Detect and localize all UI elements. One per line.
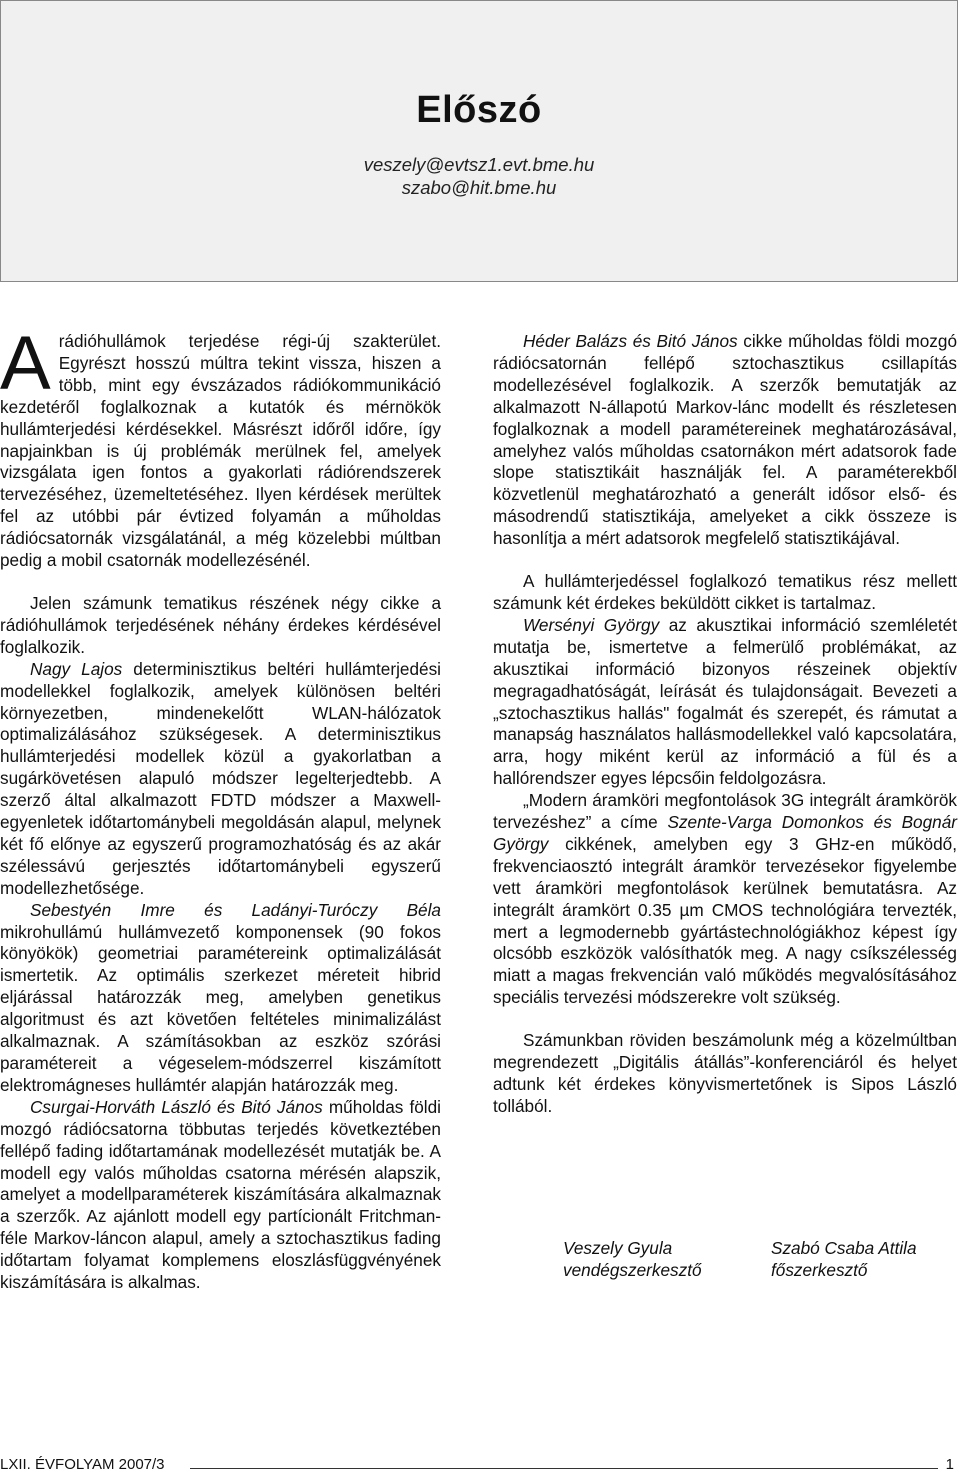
paragraph-text: determinisztikus beltéri hullámterjedési modellekkel foglalkozik, amelyek különösen beltéri környezetben, mindenekelőtt WLAN-hálózatok optimalizálásához szükségesek. A determinisztikus hullámterjedési modellek közül a gyakorlatban a sugárkövetésen alapuló módszer legelterjedtebb. A szerző által alkalmazott FDTD módszer a Maxwell-egyenletek időtartománybeli megoldásán alapul, melynek két fő előnye az egyszerű programozhatóság és az akár szélessávú gerjesztés időtartománybeli egyszerű modellezhetősége.	[0, 658, 441, 898]
author-name: Héder Balázs és Bitó János	[523, 331, 738, 351]
paragraph-text: cikkének, amelyben egy 3 GHz-en működő, frekvenciaosztó integrált áramkör tervezésekor figyelembe vett áramköri megfontolások kerülnek bemutatásra. Az integrált áramkört 0.35 µm CMOS technológiára tervezték, mert a legmodernebb gyártástechnológiákhoz képest így olcsóbb eszközök valósíthatók meg. A nagy csíkszélesség miatt a magas frekvencián való működés megvalósításához speciális tervezési módszerekre volt szükség.	[493, 833, 957, 1008]
sebestyen-paragraph	[0, 900, 441, 1097]
signature-name: Veszely Gyula	[563, 1238, 673, 1258]
heder-paragraph	[493, 331, 957, 550]
page-number: 1	[945, 1456, 954, 1473]
right-column	[493, 331, 957, 1118]
intro-paragraph	[0, 321, 441, 572]
news-paragraph: Számunkban röviden beszámolunk még a közelmúltban megrendezett „Digitális átállás”-konferenciáról és helyet adtunk két érdekes könyvismertetőnek is Sipos László tollából.	[493, 1030, 957, 1116]
drop-cap: A	[0, 321, 51, 406]
wersenyi-paragraph	[493, 615, 957, 790]
signature-guest-editor	[563, 1237, 702, 1281]
csurgai-paragraph	[0, 1097, 441, 1294]
author-name: Szente-Varga Domonkos és Bognár György	[493, 812, 957, 854]
signature-role: vendégszerkesztő	[563, 1260, 702, 1280]
page-title: Előszó	[416, 89, 542, 131]
signature-role: főszerkesztő	[771, 1260, 868, 1280]
signature-chief-editor	[771, 1237, 917, 1281]
author-name: Nagy Lajos	[30, 658, 123, 679]
email-veszely[interactable]: veszely@evtsz1.evt.bme.hu	[363, 154, 595, 175]
author-name: Wersényi György	[523, 614, 660, 635]
paragraph-text: mikrohullámú hullámvezető komponensek (90 fokos könyökök) geometriai paramétereink optimalizálását ismertetik. Az optimális szerkezet méreteit hibrid eljárással határozzák meg, amelyben genetikus algoritmust és azt követően feltételes minimalizálást alkalmaznak. A számításokban az eszköz szórási paramétereit a végeselem-módszerrel kiszámított elektromágneses hullámtér alapján határozzák meg.	[0, 921, 441, 1095]
nagy-paragraph	[0, 659, 441, 900]
paragraph-text: műholdas földi mozgó rádiócsatorna többutas terjedés következtében fellépő fading időtartamának modellezését mutatják be. A modell egy valós műholdas csatorna mérésén alapszik, amelyet a modellparaméterek kiszámítására alkalmaznak a szerzők. Az ajánlott modell egy partícionált Fritchman-féle Markov-láncon alapul, amely a sztochasztikus fading időtartam folyamat komplemens eloszlásfüggvényének kiszámítására is alkalmas.	[0, 1096, 442, 1293]
page-footer	[0, 1456, 960, 1476]
signature-name: Szabó Csaba Attila	[771, 1238, 917, 1258]
author-name: Sebestyén Imre és Ladányi-Turóczy Béla	[30, 899, 441, 920]
author-name: Csurgai-Horváth László és Bitó János	[30, 1096, 323, 1117]
themes-paragraph: Jelen számunk tematikus részének négy cikke a rádióhullámok terjedésének néhány érdekes kérdésével foglalkozik.	[0, 592, 441, 657]
szente-paragraph	[493, 790, 957, 1009]
submitted-paragraph: A hullámterjedéssel foglalkozó tematikus rész mellett számunk két érdekes beküldött cikket is tartalmaz.	[493, 571, 957, 613]
paragraph-text: „Modern áramköri megfontolások 3G integrált áramkörök tervezéshez” a címe	[493, 790, 957, 833]
paragraph-text: az akusztikai információ szemléletét mutatja be, ismertetve a felmerülő problémákat, az akusztikai információ bizonyos részeinek objektív megragadhatóságát, leírását és tulajdonságait. Bevezeti a „sztochasztikus hallás" fogalmát és szerepét, és rámutat a manapság használatos hallásmodellekkel való kapcsolatára, arra, hogy miként kerül az információ a fül és a hallórendszer egyes lépcsőin feldolgozásra.	[493, 614, 957, 789]
header-box	[0, 0, 958, 282]
paragraph-text: cikke műholdas földi mozgó rádiócsatornán fellépő sztochasztikus csillapítás modellezésével foglalkozik. A szerzők bemutatják az alkalmazott N-állapotú Markov-lánc modellt és részletesen foglalkoznak a modell paramétereinek meghatározásával, amelyhez valós műholdas csatornákon mért adatsorok fade slope statisztikáit használják fel. A paraméterekből közvetlenül meghatározható a generált idősor első- és másodrendű statisztikája, amelyeket a cikk összeze is hasonlítja a mért adatsorok megfelelő statisztikájával.	[493, 331, 958, 549]
intro-text: rádióhullámok terjedése régi-új szakterület. Egyrészt hosszú múltra tekint vissza, hiszen a több, mint egy évszázados rádiókommunikáció kezdetéről foglalkoznak a kutatók és mérnökök hullámterjedési kérdésekkel. Másrészt időről időre, így napjainkban is új problémák merülnek fel, amelyek vizsgálata igen fontos a gyakorlati rádiórendszerek tervezéséhez, üzemeltetéséhez. Ilyen kérdések merültek fel az utóbbi pár évtized folyamán a műholdas rádiócsatornák vizsgálatánál, a még közelebbi múltban pedig a mobil csatornák modellezésénél.	[0, 331, 441, 571]
footer-rule	[190, 1468, 938, 1469]
footer-issue: LXII. ÉVFOLYAM 2007/3	[0, 1456, 165, 1473]
left-column	[0, 321, 442, 1294]
email-szabo[interactable]: szabo@hit.bme.hu	[401, 177, 557, 198]
